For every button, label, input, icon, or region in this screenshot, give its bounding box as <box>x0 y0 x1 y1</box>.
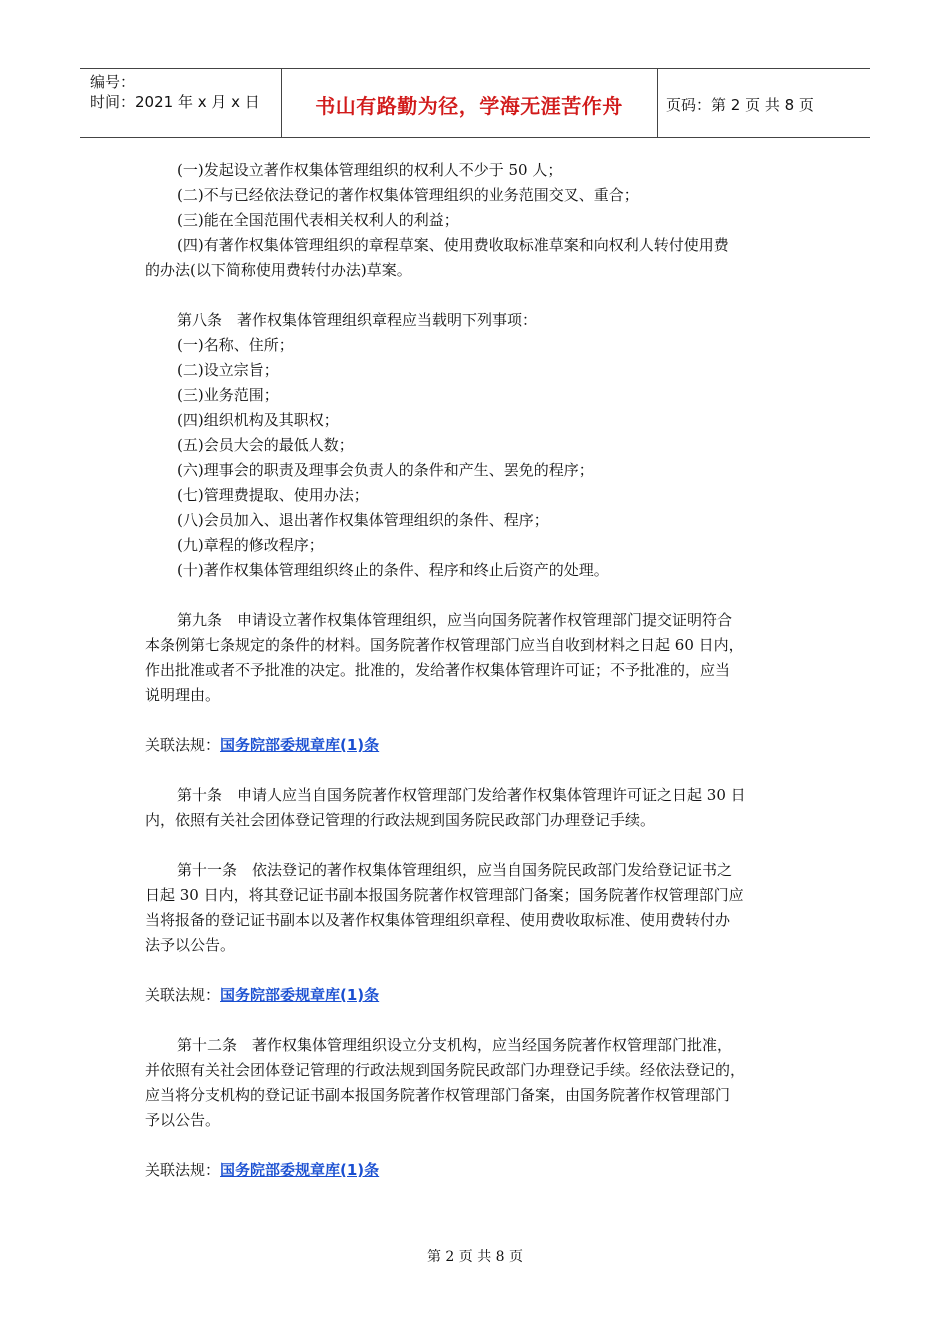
header-page-info: 页码：第 2 页 共 8 页 <box>666 96 814 114</box>
related-label: 关联法规： <box>145 736 221 754</box>
header-motto: 书山有路勤为径，学海无涯苦作舟 <box>315 94 623 118</box>
related-label: 关联法规： <box>145 986 221 1004</box>
article-8-heading: 第八条 著作权集体管理组织章程应当载明下列事项： <box>177 311 538 329</box>
article-9-text: 本条例第七条规定的条件的材料。国务院著作权管理部门应当自收到材料之日起 60 日内， <box>145 636 744 654</box>
clause-line: (三)业务范围； <box>177 386 279 404</box>
article-12-text: 予以公告。 <box>145 1111 221 1129</box>
header-page-cell <box>657 69 870 137</box>
article-11-text: 第十一条 依法登记的著作权集体管理组织，应当自国务院民政部门发给登记证书之 <box>177 861 733 879</box>
clause-line: (一)名称、住所； <box>177 336 294 354</box>
document-body <box>145 158 805 1183</box>
clause-line: 的办法(以下简称使用费转付办法)草案。 <box>145 261 412 279</box>
clause-line: (九)章程的修改程序； <box>177 536 324 554</box>
article-10-text: 内，依照有关社会团体登记管理的行政法规到国务院民政部门办理登记手续。 <box>145 811 656 829</box>
document-number-label: 编号： <box>90 73 136 91</box>
page-header <box>80 68 870 138</box>
related-regulations-link[interactable]: 国务院部委规章库(1)条 <box>220 1161 380 1179</box>
clause-line: (二)设立宗旨； <box>177 361 279 379</box>
article-10-text: 第十条 申请人应当自国务院著作权管理部门发给著作权集体管理许可证之日起 30 日 <box>177 786 746 804</box>
article-11-text: 法予以公告。 <box>145 936 236 954</box>
clause-line: (四)组织机构及其职权； <box>177 411 339 429</box>
article-9-text: 说明理由。 <box>145 686 221 704</box>
article-12-text: 应当将分支机构的登记证书副本报国务院著作权管理部门备案，由国务院著作权管理部门 <box>145 1086 731 1104</box>
document-date: 时间：2021 年 x 月 x 日 <box>90 93 260 111</box>
article-9-text: 作出批准或者不予批准的决定。批准的，发给著作权集体管理许可证；不予批准的，应当 <box>145 661 731 679</box>
clause-line: (八)会员加入、退出著作权集体管理组织的条件、程序； <box>177 511 549 529</box>
header-motto-cell <box>281 69 658 137</box>
related-regulations <box>145 983 805 1008</box>
clause-line: (六)理事会的职责及理事会负责人的条件和产生、罢免的程序； <box>177 461 594 479</box>
related-regulations-link[interactable]: 国务院部委规章库(1)条 <box>220 986 380 1004</box>
clause-line: (五)会员大会的最低人数； <box>177 436 354 454</box>
article-12-text: 并依照有关社会团体登记管理的行政法规到国务院民政部门办理登记手续。经依法登记的， <box>145 1061 746 1079</box>
article-11-text: 当将报备的登记证书副本以及著作权集体管理组织章程、使用费收取标准、使用费转付办 <box>145 911 731 929</box>
clause-line: (三)能在全国范围代表相关权利人的利益； <box>177 211 459 229</box>
related-label: 关联法规： <box>145 1161 221 1179</box>
related-regulations <box>145 1158 805 1183</box>
related-regulations-link[interactable]: 国务院部委规章库(1)条 <box>220 736 380 754</box>
clause-line: (四)有著作权集体管理组织的章程草案、使用费收取标准草案和向权利人转付使用费 <box>177 236 729 254</box>
article-11-text: 日起 30 日内，将其登记证书副本报国务院著作权管理部门备案；国务院著作权管理部门应 <box>145 886 744 904</box>
related-regulations <box>145 733 805 758</box>
clause-line: (一)发起设立著作权集体管理组织的权利人不少于 50 人； <box>177 161 563 179</box>
clause-line: (十)著作权集体管理组织终止的条件、程序和终止后资产的处理。 <box>177 561 609 579</box>
clause-line: (二)不与已经依法登记的著作权集体管理组织的业务范围交叉、重合； <box>177 186 639 204</box>
article-12-text: 第十二条 著作权集体管理组织设立分支机构，应当经国务院著作权管理部门批准， <box>177 1036 733 1054</box>
article-9-text: 第九条 申请设立著作权集体管理组织，应当向国务院著作权管理部门提交证明符合 <box>177 611 733 629</box>
clause-line: (七)管理费提取、使用办法； <box>177 486 369 504</box>
header-meta-cell <box>80 69 282 137</box>
page-footer: 第 2 页 共 8 页 <box>426 1249 524 1265</box>
